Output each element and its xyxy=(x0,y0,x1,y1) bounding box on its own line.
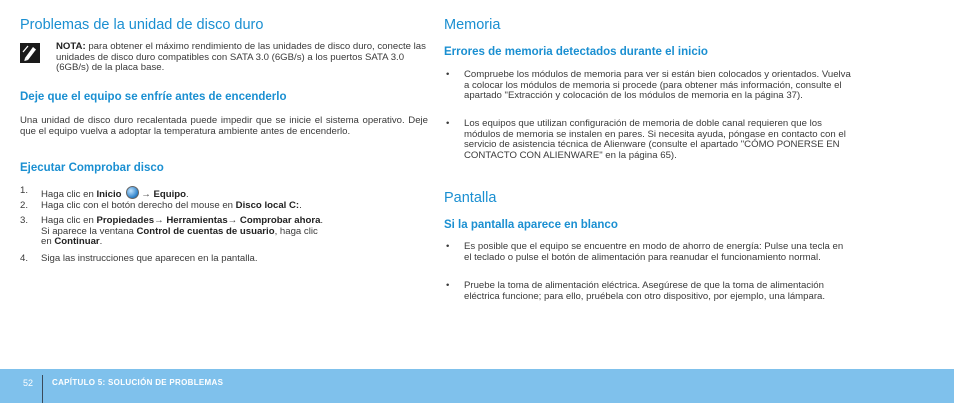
subheading-cool-down: Deje que el equipo se enfríe antes de encenderlo xyxy=(20,91,287,103)
bullet: • xyxy=(446,69,450,80)
section-title-display: Pantalla xyxy=(444,190,497,206)
period: . xyxy=(320,215,324,226)
step-text: Haga clic con el botón derecho del mouse en xyxy=(41,200,236,211)
subheading-check-disk: Ejecutar Comprobar disco xyxy=(20,162,164,174)
step-text: , haga clic xyxy=(274,225,318,237)
arrow-text: → xyxy=(141,189,154,200)
section-title-hard-drive: Problemas de la unidad de disco duro xyxy=(20,17,264,33)
start-menu-label: Inicio xyxy=(96,189,122,200)
properties-label: Propiedades xyxy=(96,215,155,226)
note-body: para obtener el máximo rendimiento de las unidades de disco duro, conecte las unidades de disco duro compatibles con SATA 3.0 (6GB/s) a los puertos SATA 3.0 (6GB/s) de la placa base. xyxy=(56,41,426,74)
note-label: NOTA: xyxy=(56,41,86,52)
uac-label: Control de cuentas de usuario xyxy=(136,225,275,237)
bullet: • xyxy=(446,118,450,129)
period: . xyxy=(99,236,103,248)
memory-bullet-2: Los equipos que utilizan configuración de memoria de doble canal requieren que los módulos de memoria se instalen en pares. Si necesita ayuda, póngase en contacto con el servicio de asistencia técnica de Alienware (consulte el apartado "CÓMO PONERSE EN CONTACTO CON ALIENWARE" en la página 65). xyxy=(464,118,846,161)
cool-down-paragraph: Una unidad de disco duro recalentada puede impedir que se inicie el sistema operativo. Deje que el equipo vuelva a adoptar la temperatura ambiente antes de encenderlo. xyxy=(20,115,428,137)
step-number: 3. xyxy=(20,215,29,226)
step-number: 1. xyxy=(20,185,29,196)
step-number: 4. xyxy=(20,253,29,264)
subheading-blank-screen: Si la pantalla aparece en blanco xyxy=(444,219,618,231)
windows-start-icon xyxy=(126,186,139,199)
step-text: Si aparece la ventana xyxy=(41,225,137,237)
tools-label: Herramientas xyxy=(166,215,228,226)
bullet: • xyxy=(446,241,450,252)
bullet: • xyxy=(446,280,450,291)
subheading-memory-errors: Errores de memoria detectados durante el inicio xyxy=(444,46,708,58)
note-text xyxy=(56,42,428,74)
step-text: Siga las instrucciones que aparecen en la pantalla. xyxy=(41,253,258,264)
step-text: en xyxy=(41,236,55,248)
step-number: 2. xyxy=(20,200,29,211)
computer-label: Equipo xyxy=(153,189,186,200)
check-now-label: Comprobar ahora xyxy=(239,215,321,226)
memory-bullet-1: Compruebe los módulos de memoria para ver si están bien colocados y orientados. Vuelva a colocar los módulos de memoria si procede (para obtener más información, consulte el apartado "Extracción y colocación de los módulos de memoria en la página 37). xyxy=(464,69,851,102)
step-item xyxy=(41,201,429,212)
note-pencil-icon xyxy=(20,43,40,63)
local-disk-label: Disco local C: xyxy=(235,200,300,211)
step-text: Haga clic en xyxy=(41,189,97,200)
section-title-memory: Memoria xyxy=(444,17,501,33)
arrow-text: → xyxy=(154,215,167,226)
display-bullet-2: Pruebe la toma de alimentación eléctrica. Asegúrese de que la toma de alimentación eléctrica funcione; para ello, pruébela con otro dispositivo, por ejemplo, una lámpara. xyxy=(464,280,826,302)
display-bullet-1: Es posible que el equipo se encuentre en modo de ahorro de energía: Pulse una tecla en el teclado o pulse el botón de alimentación para reanudar el funcionamiento normal. xyxy=(464,241,844,263)
page-number: 52 xyxy=(23,378,34,388)
step-item xyxy=(41,186,429,201)
period: . xyxy=(185,189,189,200)
step-item xyxy=(41,254,429,265)
arrow-text: → xyxy=(227,215,240,226)
period: . xyxy=(299,200,302,211)
page-footer xyxy=(0,369,954,403)
footer-divider xyxy=(42,375,43,403)
continue-label: Continuar xyxy=(54,236,100,248)
chapter-title: CAPÍTULO 5: SOLUCIÓN DE PROBLEMAS xyxy=(52,378,224,387)
step-text: Haga clic en xyxy=(41,215,97,226)
step-item xyxy=(41,216,429,248)
